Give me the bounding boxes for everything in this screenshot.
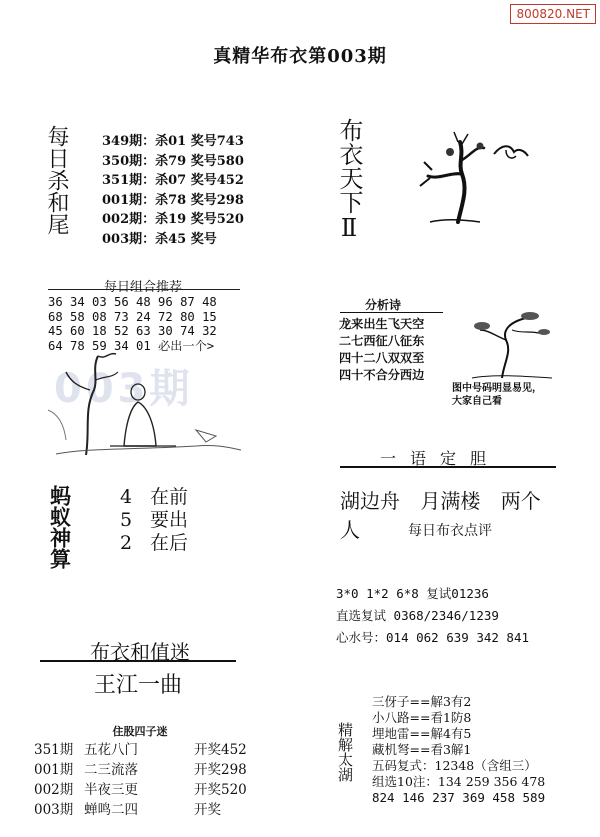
daily-tail-label: 每日杀和尾 — [44, 125, 69, 235]
ant-god-list — [120, 486, 188, 555]
fushi-line-1: 3*0 1*2 6*8 复试01236 — [336, 586, 489, 601]
combo-row: 45 60 18 52 63 30 74 32 — [48, 324, 217, 338]
jingjie-label: 精解太湖 — [336, 722, 354, 782]
jingjie-row: 小八路==看1防8 — [372, 710, 472, 725]
poem-line-text: 二七西征八征东 — [339, 334, 425, 348]
daily-tail-row: 003期：杀45 奖号 — [102, 231, 217, 247]
combo-divider — [48, 289, 240, 290]
ant-god-label: 蚂蚁神算 — [47, 485, 73, 569]
fushi-block — [336, 583, 529, 649]
poem-note: 图中号码明显易见， 大家自己看 — [452, 383, 542, 407]
riddle-list — [34, 740, 247, 820]
daily-comment: 每日布衣点评 — [408, 523, 492, 539]
combo-row: 68 58 08 73 24 72 80 15 — [48, 309, 217, 324]
four-word-riddle-title: 住股四子迷 — [112, 725, 168, 738]
riddle-row: 001期 二三流落 开奖298 — [34, 762, 247, 778]
combo-watermark-text: 003期 — [54, 366, 194, 412]
buyi-world-label: 布衣天下Ⅱ — [335, 118, 363, 242]
buyi-mystery-subtitle: 王江一曲 — [93, 673, 182, 698]
daily-tail-row: 001期：杀78 奖号298 — [102, 192, 244, 208]
fushi-line-2: 直选复试 0368/2346/1239 — [336, 608, 499, 623]
poem-line-text: 四十二八双双至 — [339, 351, 425, 365]
phrase: 湖边舟 — [340, 489, 400, 513]
page-title: 真精华布衣第003期 — [213, 46, 387, 67]
one-word-divider — [340, 466, 556, 468]
poem-title: 分析诗 — [365, 298, 402, 312]
tree-sketch-illustration — [410, 130, 550, 225]
poem-line-text: 龙来出生飞天空 — [339, 317, 425, 331]
fushi-line-3: 心水号：014 062 639 342 841 — [336, 630, 530, 645]
one-word-title: 一语定胆 — [379, 449, 500, 468]
daily-combo-grid — [48, 295, 217, 353]
daily-tail-list — [102, 132, 244, 249]
phrase: 两个人 — [340, 489, 541, 542]
ant-god-row: 5 要出 — [120, 509, 189, 531]
scholar-sketch-illustration — [46, 350, 246, 460]
buyi-divider — [40, 660, 236, 662]
phrase: 月满楼 — [420, 489, 481, 513]
jingjie-row: 藏机弩==看3解1 — [372, 742, 472, 757]
combo-row: 36 34 03 56 48 96 87 48 — [48, 295, 217, 309]
riddle-row: 003期 蝉鸣二四 开奖 — [34, 802, 221, 818]
ant-god-row: 4 在前 — [120, 486, 189, 508]
ant-god-row: 2 在后 — [120, 532, 189, 554]
daily-tail-row: 349期：杀01 奖号743 — [102, 134, 244, 149]
daily-tail-row: 350期：杀79 奖号580 — [102, 153, 244, 169]
daily-tail-row: 002期：杀19 奖号520 — [102, 212, 244, 227]
combo-row: 64 78 59 34 01 必出一个> — [48, 338, 215, 353]
poem-line-text: 四十不合分西边 — [339, 368, 425, 382]
jingjie-row: 824 146 237 369 458 589 — [372, 790, 546, 805]
riddle-row: 351期 五花八门 开奖452 — [34, 742, 247, 758]
poem-body — [339, 316, 424, 384]
buyi-mystery-title: 布衣和值迷 — [90, 640, 190, 664]
site-watermark: 800820.NET — [510, 4, 596, 24]
poem-divider — [340, 312, 443, 313]
jingjie-row: 埋地雷==解4有5 — [372, 726, 472, 741]
jingjie-row: 组选10注：134 259 356 478 — [372, 774, 546, 789]
small-tree-sketch — [452, 300, 562, 380]
jingjie-row: 五码复式：12348（含组三） — [372, 758, 537, 773]
riddle-row: 002期 半夜三更 开奖520 — [34, 782, 247, 798]
jingjie-row: 三伢子==解3有2 — [372, 694, 472, 709]
daily-tail-row: 351期：杀07 奖号452 — [102, 173, 244, 188]
daily-combo-title: 每日组合推荐 — [103, 280, 182, 295]
jingjie-list — [372, 694, 545, 806]
